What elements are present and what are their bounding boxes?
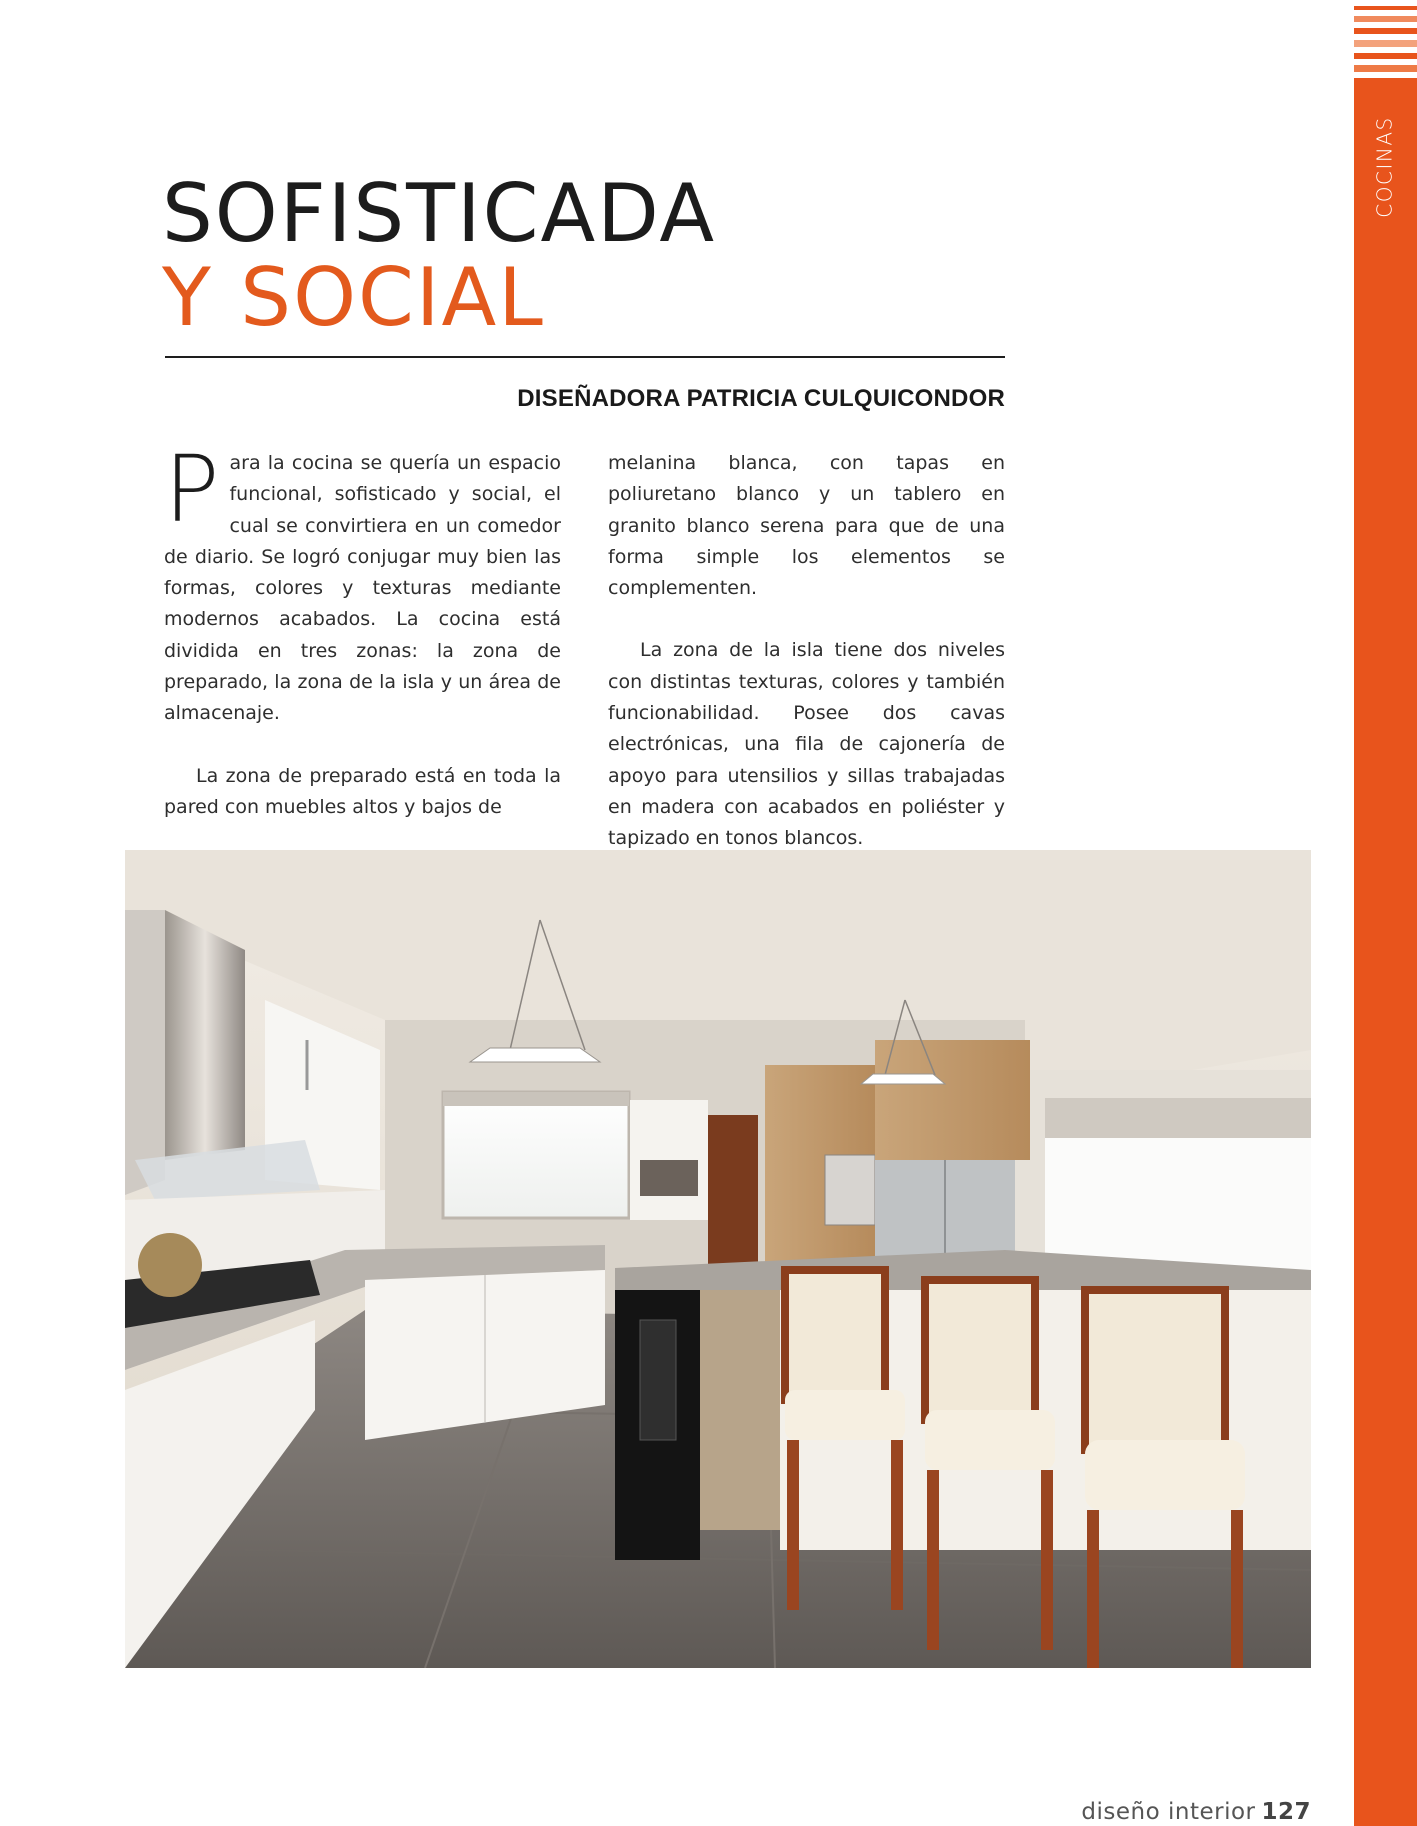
section-label: COCINAS [1373, 116, 1398, 218]
paragraph: La zona de la isla tiene dos niveles con distintas texturas, colores y también funcionabilidad. Posee dos cavas electrónicas, una fila de cajonería de apoyo para utensilios y sillas trabajadas en madera con acabados en poliéster y tapizado en tonos blancos. [608, 639, 1005, 850]
designer-byline: DISEÑADORA PATRICIA CULQUICONDOR [517, 385, 1005, 412]
paragraph: Para la cocina se quería un espacio funcional, sofisticado y social, el cual se convirtiera en un comedor de diario. Se logró conjugar muy bien las formas, colores y texturas mediante modernos acabados. La cocina está dividida en tres zonas: la zona de preparado, la zona de la isla y un área de almacenaje. [164, 436, 561, 725]
section-sidebar [1354, 0, 1417, 1826]
text-column-2 [608, 448, 1005, 886]
magazine-name: diseño interior [1081, 1799, 1256, 1825]
article-title [162, 167, 717, 344]
title-divider [165, 356, 1005, 358]
paragraph: melanina blanca, con tapas en poliuretano blanco y un tablero en granito blanco serena para que de una forma simple los elementos se complementen. [608, 452, 1005, 600]
kitchen-photo [125, 850, 1311, 1668]
title-line-2: Y SOCIAL [162, 251, 545, 344]
title-line-1: SOFISTICADA [162, 167, 717, 260]
drop-cap: P [164, 436, 220, 543]
page-folio [900, 1799, 1311, 1825]
text-column-1 [164, 436, 561, 854]
sidebar-stripes [1354, 0, 1417, 90]
page-number: 127 [1261, 1799, 1311, 1825]
paragraph: La zona de preparado está en toda la pared con muebles altos y bajos de [164, 764, 561, 818]
